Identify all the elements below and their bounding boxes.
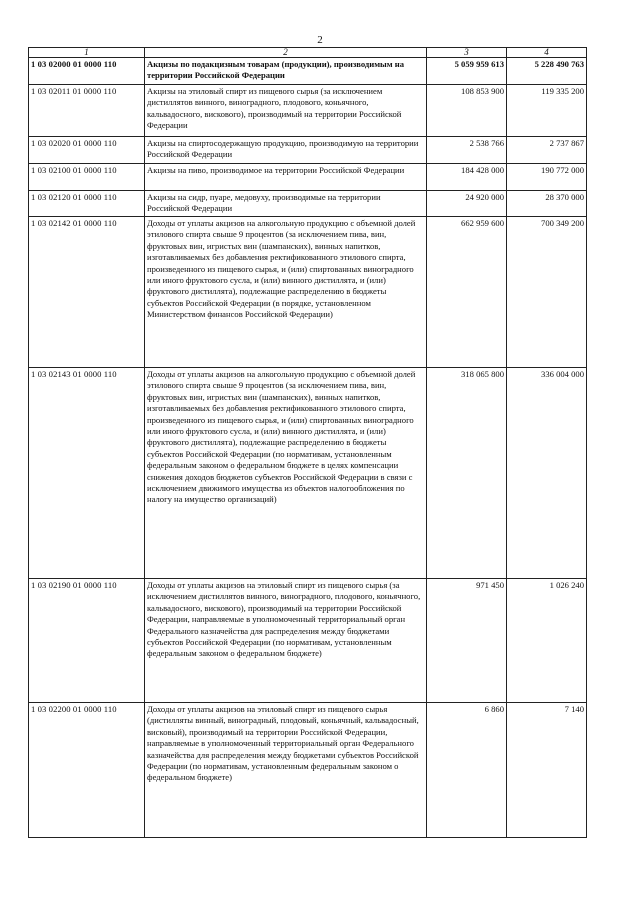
amount-cell: 6 860 (427, 703, 507, 838)
table-row (29, 137, 587, 164)
name-cell: Акцизы на сидр, пуаре, медовуху, производимые на территории Российской Федерации (145, 191, 427, 217)
revenue-table (28, 47, 587, 838)
amount-cell: 2 538 766 (427, 137, 507, 164)
name-cell: Доходы от уплаты акцизов на алкогольную продукцию с объемной долей этилового спирта свыше 9 процентов (за исключением пива, вин, фруктовых вин, игристых вин (шампанских), винных напитков, изготавливаемых без добавления ректификованного этилового спирта, произведенного из пищевого сырья, и (или) спиртованных виноградного или иного фруктового сусла, и (или) винного дистиллята, и (или) фруктового дистиллята), подлежащие распределению в бюджеты субъектов Российской Федерации (в порядке, установленном Министерством финансов Российской Федерации) (145, 217, 427, 368)
amount-cell: 2 737 867 (507, 137, 587, 164)
code-cell: 1 03 02142 01 0000 110 (29, 217, 145, 368)
table-row (29, 703, 587, 838)
name-cell: Акцизы на пиво, производимое на территории Российской Федерации (145, 164, 427, 191)
amount-cell: 1 026 240 (507, 579, 587, 703)
header-cell: 3 (427, 48, 507, 58)
amount-cell: 7 140 (507, 703, 587, 838)
amount-cell: 119 335 200 (507, 85, 587, 137)
code-cell: 1 03 02120 01 0000 110 (29, 191, 145, 217)
header-cell: 2 (145, 48, 427, 58)
table-row (29, 217, 587, 368)
amount-cell: 5 228 490 763 (507, 58, 587, 85)
header-cell: 1 (29, 48, 145, 58)
code-cell: 1 03 02100 01 0000 110 (29, 164, 145, 191)
amount-cell: 108 853 900 (427, 85, 507, 137)
amount-cell: 971 450 (427, 579, 507, 703)
amount-cell: 336 004 000 (507, 368, 587, 579)
header-cell: 4 (507, 48, 587, 58)
code-cell: 1 03 02190 01 0000 110 (29, 579, 145, 703)
table-row (29, 368, 587, 579)
table-row (29, 85, 587, 137)
code-cell: 1 03 02143 01 0000 110 (29, 368, 145, 579)
code-cell: 1 03 02200 01 0000 110 (29, 703, 145, 838)
amount-cell: 184 428 000 (427, 164, 507, 191)
code-cell: 1 03 02011 01 0000 110 (29, 85, 145, 137)
page-number: 2 (317, 34, 323, 46)
name-cell: Акцизы на этиловый спирт из пищевого сырья (за исключением дистиллятов винного, виноградного, плодового, коньячного, кальвадосного, вискового), производимый на территории Российской Федерации (145, 85, 427, 137)
table-header-row (29, 48, 587, 58)
name-cell: Доходы от уплаты акцизов на этиловый спирт из пищевого сырья (дистилляты винный, виноградный, плодовый, коньячный, кальвадосный, висковый), производимый на территории Российской Федерации, направляемые в уполномоченный территориальный орган Федерального казначейства для распределения между бюджетами субъектов Российской Федерации (по нормативам, установленным федеральным законом о федеральном бюджете) (145, 703, 427, 838)
amount-cell: 318 065 800 (427, 368, 507, 579)
amount-cell: 700 349 200 (507, 217, 587, 368)
code-cell: 1 03 02000 01 0000 110 (29, 58, 145, 85)
name-cell: Доходы от уплаты акцизов на алкогольную продукцию с объемной долей этилового спирта свыше 9 процентов (за исключением пива, вин, фруктовых вин, игристых вин (шампанских), винных напитков, изготавливаемых без добавления ректификованного этилового спирта, произведенного из пищевого сырья, и (или) спиртованных виноградного или иного фруктового сусла, и (или) винного дистиллята, и (или) фруктового дистиллята), подлежащие распределению в бюджеты субъектов Российской Федерации (по нормативам, установленным федеральным законом о федеральном бюджете в целях компенсации снижения доходов бюджетов субъектов Российской Федерации в связи с исключением движимого имущества из объектов налогообложения по налогу на имущество организаций) (145, 368, 427, 579)
table-row (29, 58, 587, 85)
code-cell: 1 03 02020 01 0000 110 (29, 137, 145, 164)
table-row (29, 191, 587, 217)
name-cell: Доходы от уплаты акцизов на этиловый спирт из пищевого сырья (за исключением дистиллятов винного, виноградного, плодового, коньячного, кальвадосного, вискового), производимый на территории Российской Федерации, направляемые в уполномоченный территориальный орган Федерального казначейства для распределения между бюджетами субъектов Российской Федерации (по нормативам, установленным федеральным законом о федеральном бюджете) (145, 579, 427, 703)
amount-cell: 5 059 959 613 (427, 58, 507, 85)
name-cell: Акцизы по подакцизным товарам (продукции), производимым на территории Российской Федерации (145, 58, 427, 85)
amount-cell: 28 370 000 (507, 191, 587, 217)
table-row (29, 579, 587, 703)
name-cell: Акцизы на спиртосодержащую продукцию, производимую на территории Российской Федерации (145, 137, 427, 164)
amount-cell: 24 920 000 (427, 191, 507, 217)
table-row (29, 164, 587, 191)
amount-cell: 190 772 000 (507, 164, 587, 191)
amount-cell: 662 959 600 (427, 217, 507, 368)
